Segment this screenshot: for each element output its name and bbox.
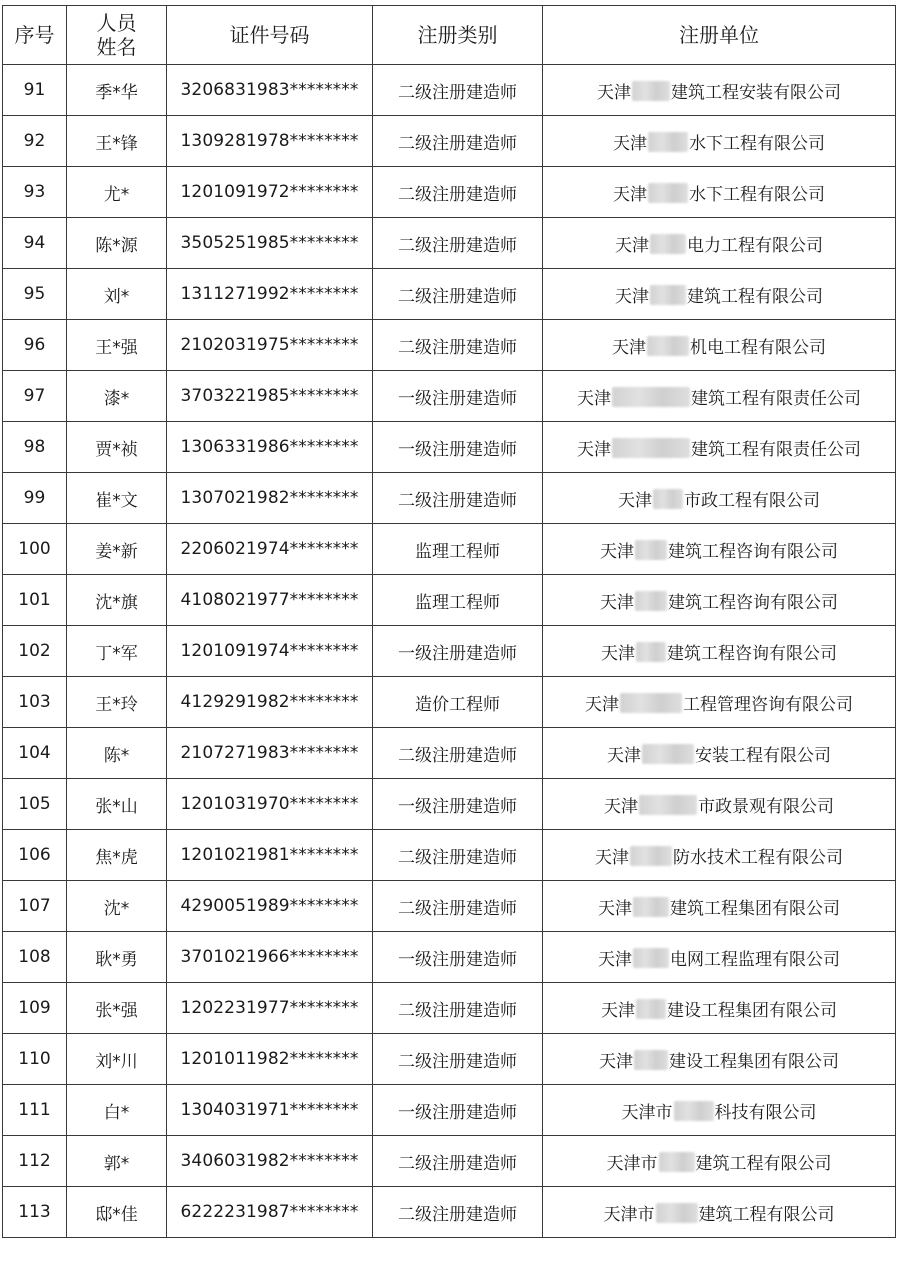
redaction-blur	[612, 387, 690, 407]
header-serial-number: 序号	[3, 6, 67, 65]
table-row	[3, 218, 896, 269]
unit-name-suffix: 科技有限公司	[714, 1102, 817, 1123]
redaction-blur	[659, 1152, 695, 1172]
serial-number-cell: 110	[3, 1034, 67, 1085]
id-number-cell: 4290051989********	[167, 881, 373, 932]
person-name-cell: 郭*	[67, 1136, 167, 1187]
registration-unit-cell	[543, 1085, 896, 1136]
person-name-cell: 沈*旗	[67, 575, 167, 626]
unit-name-suffix: 建筑工程有限公司	[687, 286, 823, 307]
person-name-cell: 张*强	[67, 983, 167, 1034]
serial-number-cell: 99	[3, 473, 67, 524]
unit-name-prefix: 天津	[597, 82, 631, 103]
redaction-blur	[656, 1203, 698, 1223]
registration-unit-cell	[543, 269, 896, 320]
unit-name-prefix: 天津	[599, 1051, 633, 1072]
unit-name-suffix: 建筑工程有限公司	[698, 1204, 835, 1225]
id-number-cell: 3703221985********	[167, 371, 373, 422]
registration-unit-cell	[543, 983, 896, 1034]
table-row	[3, 65, 896, 116]
table-row	[3, 116, 896, 167]
person-name-cell: 陈*	[67, 728, 167, 779]
unit-name-suffix: 水下工程有限公司	[689, 184, 825, 205]
registration-type-cell: 二级注册建造师	[373, 881, 543, 932]
registration-unit-cell	[543, 677, 896, 728]
unit-name-suffix: 建筑工程咨询有限公司	[668, 592, 838, 613]
unit-name-suffix: 机电工程有限公司	[690, 337, 826, 358]
person-name-cell: 王*锋	[67, 116, 167, 167]
serial-number-cell: 108	[3, 932, 67, 983]
serial-number-cell: 112	[3, 1136, 67, 1187]
serial-number-cell: 93	[3, 167, 67, 218]
registration-unit-cell	[543, 1136, 896, 1187]
person-name-cell: 张*山	[67, 779, 167, 830]
person-name-cell: 沈*	[67, 881, 167, 932]
registration-type-cell: 二级注册建造师	[373, 1187, 543, 1238]
serial-number-cell: 106	[3, 830, 67, 881]
header-registration-unit: 注册单位	[543, 6, 896, 65]
unit-name-suffix: 电力工程有限公司	[687, 235, 823, 256]
serial-number-cell: 107	[3, 881, 67, 932]
registration-type-cell: 二级注册建造师	[373, 1136, 543, 1187]
redaction-blur	[620, 693, 682, 713]
person-name-cell: 王*玲	[67, 677, 167, 728]
unit-name-prefix: 天津	[577, 439, 611, 460]
redaction-blur	[633, 948, 669, 968]
person-name-cell: 焦*虎	[67, 830, 167, 881]
redaction-blur	[642, 744, 694, 764]
registration-type-cell: 二级注册建造师	[373, 473, 543, 524]
unit-name-prefix: 天津	[604, 796, 638, 817]
unit-name-prefix: 天津	[618, 490, 652, 511]
id-number-cell: 1306331986********	[167, 422, 373, 473]
unit-name-prefix: 天津	[615, 235, 649, 256]
registry-table	[2, 5, 896, 1238]
redaction-blur	[639, 795, 697, 815]
unit-name-suffix: 市政景观有限公司	[698, 796, 834, 817]
header-row	[3, 6, 896, 65]
serial-number-cell: 98	[3, 422, 67, 473]
redaction-blur	[650, 234, 686, 254]
serial-number-cell: 102	[3, 626, 67, 677]
header-person-name-line1: 人员	[96, 11, 137, 35]
redaction-blur	[647, 336, 689, 356]
serial-number-cell: 113	[3, 1187, 67, 1238]
person-name-cell: 尤*	[67, 167, 167, 218]
id-number-cell: 6222231987********	[167, 1187, 373, 1238]
unit-name-prefix: 天津	[577, 388, 611, 409]
unit-name-prefix: 天津	[598, 949, 632, 970]
id-number-cell: 2102031975********	[167, 320, 373, 371]
person-name-cell: 邸*佳	[67, 1187, 167, 1238]
redaction-blur	[635, 591, 667, 611]
unit-name-prefix: 天津	[595, 847, 629, 868]
registration-unit-cell	[543, 116, 896, 167]
unit-name-prefix: 天津	[598, 898, 632, 919]
unit-name-suffix: 水下工程有限公司	[689, 133, 825, 154]
serial-number-cell: 103	[3, 677, 67, 728]
header-person-name	[67, 6, 167, 65]
person-name-cell: 刘*	[67, 269, 167, 320]
id-number-cell: 1201031970********	[167, 779, 373, 830]
table-row	[3, 830, 896, 881]
redaction-blur	[648, 183, 688, 203]
redaction-blur	[648, 132, 688, 152]
table-row	[3, 1034, 896, 1085]
table-row	[3, 983, 896, 1034]
table-row	[3, 1187, 896, 1238]
registration-unit-cell	[543, 932, 896, 983]
table-row	[3, 932, 896, 983]
unit-name-suffix: 建筑工程咨询有限公司	[668, 541, 838, 562]
serial-number-cell: 105	[3, 779, 67, 830]
person-name-cell: 漆*	[67, 371, 167, 422]
redaction-blur	[653, 489, 683, 509]
registration-type-cell: 二级注册建造师	[373, 728, 543, 779]
person-name-cell: 贾*祯	[67, 422, 167, 473]
registration-type-cell: 二级注册建造师	[373, 65, 543, 116]
redaction-blur	[634, 1050, 668, 1070]
header-registration-type: 注册类别	[373, 6, 543, 65]
registration-unit-cell	[543, 422, 896, 473]
redaction-blur	[633, 897, 669, 917]
registration-type-cell: 一级注册建造师	[373, 626, 543, 677]
serial-number-cell: 101	[3, 575, 67, 626]
table-row	[3, 167, 896, 218]
registration-unit-cell	[543, 371, 896, 422]
person-name-cell: 耿*勇	[67, 932, 167, 983]
unit-name-prefix: 天津	[601, 1000, 635, 1021]
unit-name-prefix: 天津	[585, 694, 619, 715]
table-row	[3, 626, 896, 677]
person-name-cell: 季*华	[67, 65, 167, 116]
registration-type-cell: 二级注册建造师	[373, 1034, 543, 1085]
id-number-cell: 3406031982********	[167, 1136, 373, 1187]
redaction-blur	[636, 642, 666, 662]
table-row	[3, 1085, 896, 1136]
unit-name-suffix: 电网工程监理有限公司	[670, 949, 840, 970]
registration-unit-cell	[543, 167, 896, 218]
id-number-cell: 4129291982********	[167, 677, 373, 728]
id-number-cell: 1201021981********	[167, 830, 373, 881]
registration-unit-cell	[543, 575, 896, 626]
registration-type-cell: 一级注册建造师	[373, 422, 543, 473]
unit-name-suffix: 防水技术工程有限公司	[673, 847, 843, 868]
unit-name-prefix: 天津	[613, 184, 647, 205]
registration-unit-cell	[543, 779, 896, 830]
registration-type-cell: 二级注册建造师	[373, 830, 543, 881]
table-row	[3, 269, 896, 320]
registration-unit-cell	[543, 626, 896, 677]
unit-name-suffix: 建筑工程有限公司	[695, 1153, 832, 1174]
person-name-cell: 姜*新	[67, 524, 167, 575]
redaction-blur	[636, 999, 666, 1019]
unit-name-prefix: 天津市	[603, 1204, 655, 1225]
registration-type-cell: 造价工程师	[373, 677, 543, 728]
registration-unit-cell	[543, 473, 896, 524]
person-name-cell: 崔*文	[67, 473, 167, 524]
redaction-blur	[630, 846, 672, 866]
registration-unit-cell	[543, 1187, 896, 1238]
registration-type-cell: 一级注册建造师	[373, 932, 543, 983]
id-number-cell: 1201011982********	[167, 1034, 373, 1085]
person-name-cell: 陈*源	[67, 218, 167, 269]
unit-name-suffix: 建筑工程有限责任公司	[691, 388, 861, 409]
person-name-cell: 白*	[67, 1085, 167, 1136]
id-number-cell: 1201091974********	[167, 626, 373, 677]
table-row	[3, 524, 896, 575]
table-row	[3, 473, 896, 524]
serial-number-cell: 111	[3, 1085, 67, 1136]
serial-number-cell: 104	[3, 728, 67, 779]
serial-number-cell: 96	[3, 320, 67, 371]
registration-type-cell: 二级注册建造师	[373, 218, 543, 269]
id-number-cell: 2107271983********	[167, 728, 373, 779]
table-row	[3, 677, 896, 728]
table-row	[3, 881, 896, 932]
id-number-cell: 3701021966********	[167, 932, 373, 983]
person-name-cell: 刘*川	[67, 1034, 167, 1085]
redaction-blur	[674, 1101, 714, 1121]
person-name-cell: 王*强	[67, 320, 167, 371]
registration-type-cell: 监理工程师	[373, 575, 543, 626]
serial-number-cell: 97	[3, 371, 67, 422]
serial-number-cell: 92	[3, 116, 67, 167]
registration-unit-cell	[543, 524, 896, 575]
id-number-cell: 3206831983********	[167, 65, 373, 116]
registration-type-cell: 一级注册建造师	[373, 371, 543, 422]
serial-number-cell: 95	[3, 269, 67, 320]
unit-name-suffix: 建筑工程安装有限公司	[671, 82, 841, 103]
unit-name-suffix: 安装工程有限公司	[695, 745, 831, 766]
registration-type-cell: 一级注册建造师	[373, 779, 543, 830]
id-number-cell: 3505251985********	[167, 218, 373, 269]
header-id-number: 证件号码	[167, 6, 373, 65]
table-row	[3, 371, 896, 422]
serial-number-cell: 109	[3, 983, 67, 1034]
person-name-cell: 丁*军	[67, 626, 167, 677]
registration-unit-cell	[543, 1034, 896, 1085]
registration-unit-cell	[543, 830, 896, 881]
unit-name-prefix: 天津	[600, 592, 634, 613]
unit-name-prefix: 天津	[600, 541, 634, 562]
header-person-name-line2: 姓名	[96, 35, 137, 59]
unit-name-suffix: 建筑工程有限责任公司	[691, 439, 861, 460]
id-number-cell: 1307021982********	[167, 473, 373, 524]
table-header	[3, 6, 896, 65]
table-row	[3, 575, 896, 626]
registration-unit-cell	[543, 728, 896, 779]
unit-name-prefix: 天津	[607, 745, 641, 766]
registration-type-cell: 一级注册建造师	[373, 1085, 543, 1136]
registration-type-cell: 监理工程师	[373, 524, 543, 575]
unit-name-suffix: 建筑工程集团有限公司	[670, 898, 840, 919]
registration-type-cell: 二级注册建造师	[373, 116, 543, 167]
registration-unit-cell	[543, 320, 896, 371]
serial-number-cell: 91	[3, 65, 67, 116]
table-row	[3, 422, 896, 473]
serial-number-cell: 94	[3, 218, 67, 269]
id-number-cell: 1202231977********	[167, 983, 373, 1034]
unit-name-prefix: 天津	[612, 337, 646, 358]
id-number-cell: 1309281978********	[167, 116, 373, 167]
unit-name-suffix: 市政工程有限公司	[684, 490, 820, 511]
table-row	[3, 320, 896, 371]
registration-unit-cell	[543, 881, 896, 932]
registration-type-cell: 二级注册建造师	[373, 167, 543, 218]
redaction-blur	[612, 438, 690, 458]
unit-name-prefix: 天津	[601, 643, 635, 664]
id-number-cell: 1311271992********	[167, 269, 373, 320]
id-number-cell: 2206021974********	[167, 524, 373, 575]
unit-name-prefix: 天津	[613, 133, 647, 154]
registration-unit-cell	[543, 218, 896, 269]
unit-name-prefix: 天津	[615, 286, 649, 307]
redaction-blur	[632, 81, 670, 101]
table-row	[3, 728, 896, 779]
id-number-cell: 1201091972********	[167, 167, 373, 218]
registration-type-cell: 二级注册建造师	[373, 320, 543, 371]
unit-name-suffix: 建设工程集团有限公司	[669, 1051, 839, 1072]
serial-number-cell: 100	[3, 524, 67, 575]
unit-name-prefix: 天津市	[621, 1102, 673, 1123]
table-row	[3, 779, 896, 830]
id-number-cell: 1304031971********	[167, 1085, 373, 1136]
unit-name-suffix: 建设工程集团有限公司	[667, 1000, 837, 1021]
id-number-cell: 4108021977********	[167, 575, 373, 626]
table-row	[3, 1136, 896, 1187]
unit-name-suffix: 建筑工程咨询有限公司	[667, 643, 837, 664]
unit-name-suffix: 工程管理咨询有限公司	[683, 694, 853, 715]
registration-type-cell: 二级注册建造师	[373, 269, 543, 320]
table-body	[3, 65, 896, 1238]
registration-unit-cell	[543, 65, 896, 116]
registry-sheet	[2, 5, 895, 1238]
redaction-blur	[635, 540, 667, 560]
redaction-blur	[650, 285, 686, 305]
registration-type-cell: 二级注册建造师	[373, 983, 543, 1034]
unit-name-prefix: 天津市	[606, 1153, 658, 1174]
